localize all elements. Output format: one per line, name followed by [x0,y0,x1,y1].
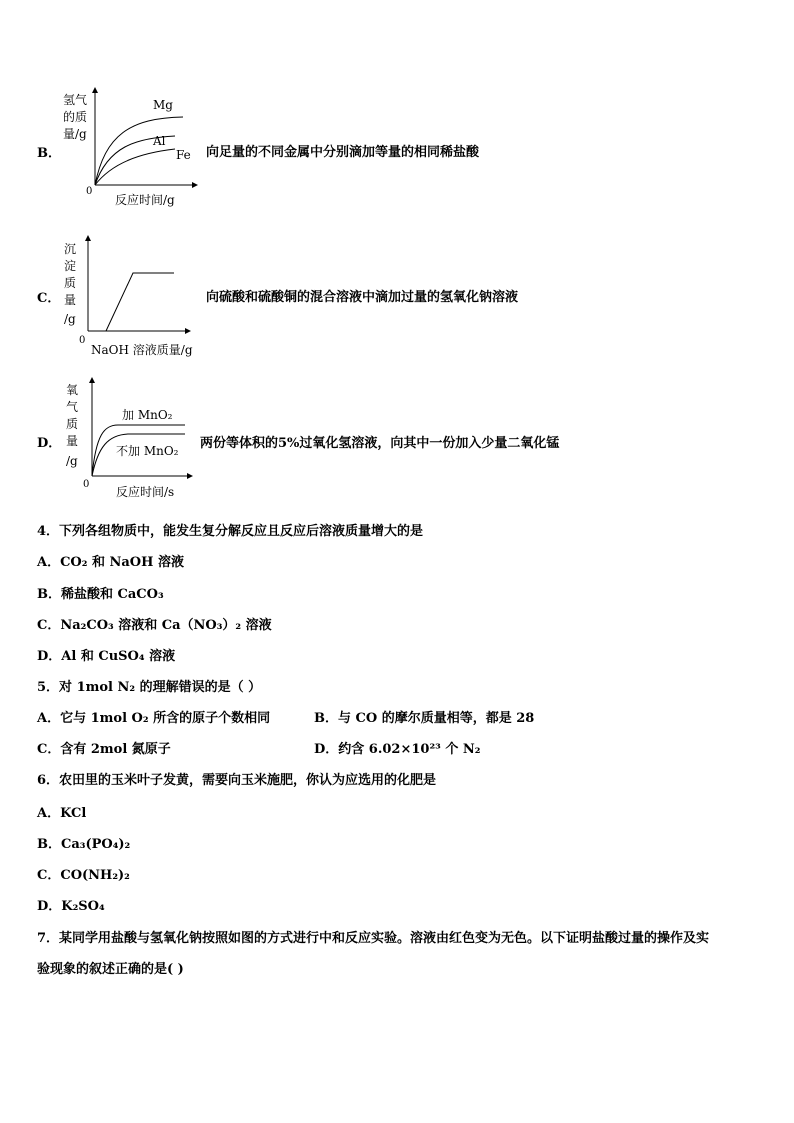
option-d-desc: 两份等体积的5%过氧化氢溶液，向其中一份加入少量二氧化锰 [200,436,560,451]
chart-c-ylabel-2: 淀 [64,259,77,273]
q5-option-a: A．它与 1mol O₂ 所含的原子个数相同 [37,711,271,726]
chart-b-curve-fe [95,149,175,185]
chart-b-xlabel: 反应时间/g [115,193,175,207]
q5-option-b: B．与 CO 的摩尔质量相等，都是 28 [314,711,535,726]
q6-option-b: B．Ca₃(PO₄)₂ [37,837,131,852]
chart-c-xlabel: NaOH 溶液质量/g [91,343,193,357]
q7-line1: 7．某同学用盐酸与氢氧化钠按照如图的方式进行中和反应实验。溶液由红色变为无色。以下证明盐酸过量的操作及实 [37,931,710,946]
chart-c-svg [60,233,210,361]
chart-b-series-al: Al [153,134,166,148]
q4-option-d: D．Al 和 CuSO₄ 溶液 [37,649,176,664]
chart-c-line [106,273,174,331]
chart-d-ylabel-3: 质 [66,417,79,431]
chart-b-series-fe: Fe [176,148,191,162]
chart-d-ylabel-5: /g [66,454,78,468]
q4-stem: 4．下列各组物质中，能发生复分解反应且反应后溶液质量增大的是 [37,524,424,539]
q7-line2: 验现象的叙述正确的是( ) [37,962,184,977]
q4-option-b: B．稀盐酸和 CaCO₃ [37,587,164,602]
chart-c-ylabel-5: /g [64,312,76,326]
chart-d-ylabel-1: 氧 [66,383,79,397]
option-b-label: B． [37,146,61,161]
chart-c-ylabel-1: 沉 [64,242,77,256]
chart-b-curve-mg [95,117,183,185]
q6-option-a: A．KCl [37,806,87,821]
chart-b-ylabel-1: 氢气 [63,93,88,107]
chart-d-xlabel: 反应时间/s [116,485,175,499]
chart-d-svg [60,375,210,503]
q5-option-d: D．约含 6.02×10²³ 个 N₂ [314,742,481,757]
chart-d-ylabel-2: 气 [66,400,79,414]
chart-b [60,85,210,210]
chart-b-series-mg: Mg [153,98,173,112]
chart-b-ylabel-2: 的质 [63,110,88,124]
chart-d-series-without: 不加 MnO₂ [116,444,179,458]
chart-d-ylabel-4: 量 [66,434,79,448]
chart-b-ylabel-3: 量/g [63,127,87,141]
chart-c [60,233,210,361]
q4-option-c: C．Na₂CO₃ 溶液和 Ca（NO₃）₂ 溶液 [37,618,272,633]
q6-stem: 6．农田里的玉米叶子发黄，需要向玉米施肥，你认为应选用的化肥是 [37,773,437,788]
chart-d-series-with: 加 MnO₂ [122,408,173,422]
q6-option-d: D．K₂SO₄ [37,899,105,914]
chart-d-origin: 0 [83,479,90,490]
chart-c-origin: 0 [79,335,86,346]
option-c-desc: 向硫酸和硫酸铜的混合溶液中滴加过量的氢氧化钠溶液 [206,290,519,305]
option-d-label: D． [37,436,62,451]
q5-stem: 5．对 1mol N₂ 的理解错误的是（ ） [37,680,262,695]
q6-option-c: C．CO(NH₂)₂ [37,868,130,883]
chart-b-svg [60,85,210,210]
chart-b-origin: 0 [86,186,93,197]
q5-option-c: C．含有 2mol 氮原子 [37,742,171,757]
q4-option-a: A．CO₂ 和 NaOH 溶液 [37,555,184,570]
option-b-desc: 向足量的不同金属中分别滴加等量的相同稀盐酸 [206,145,480,160]
chart-d [60,375,210,503]
chart-c-ylabel-4: 量 [64,293,77,307]
chart-c-ylabel-3: 质 [64,276,77,290]
option-c-label: C． [37,291,61,306]
